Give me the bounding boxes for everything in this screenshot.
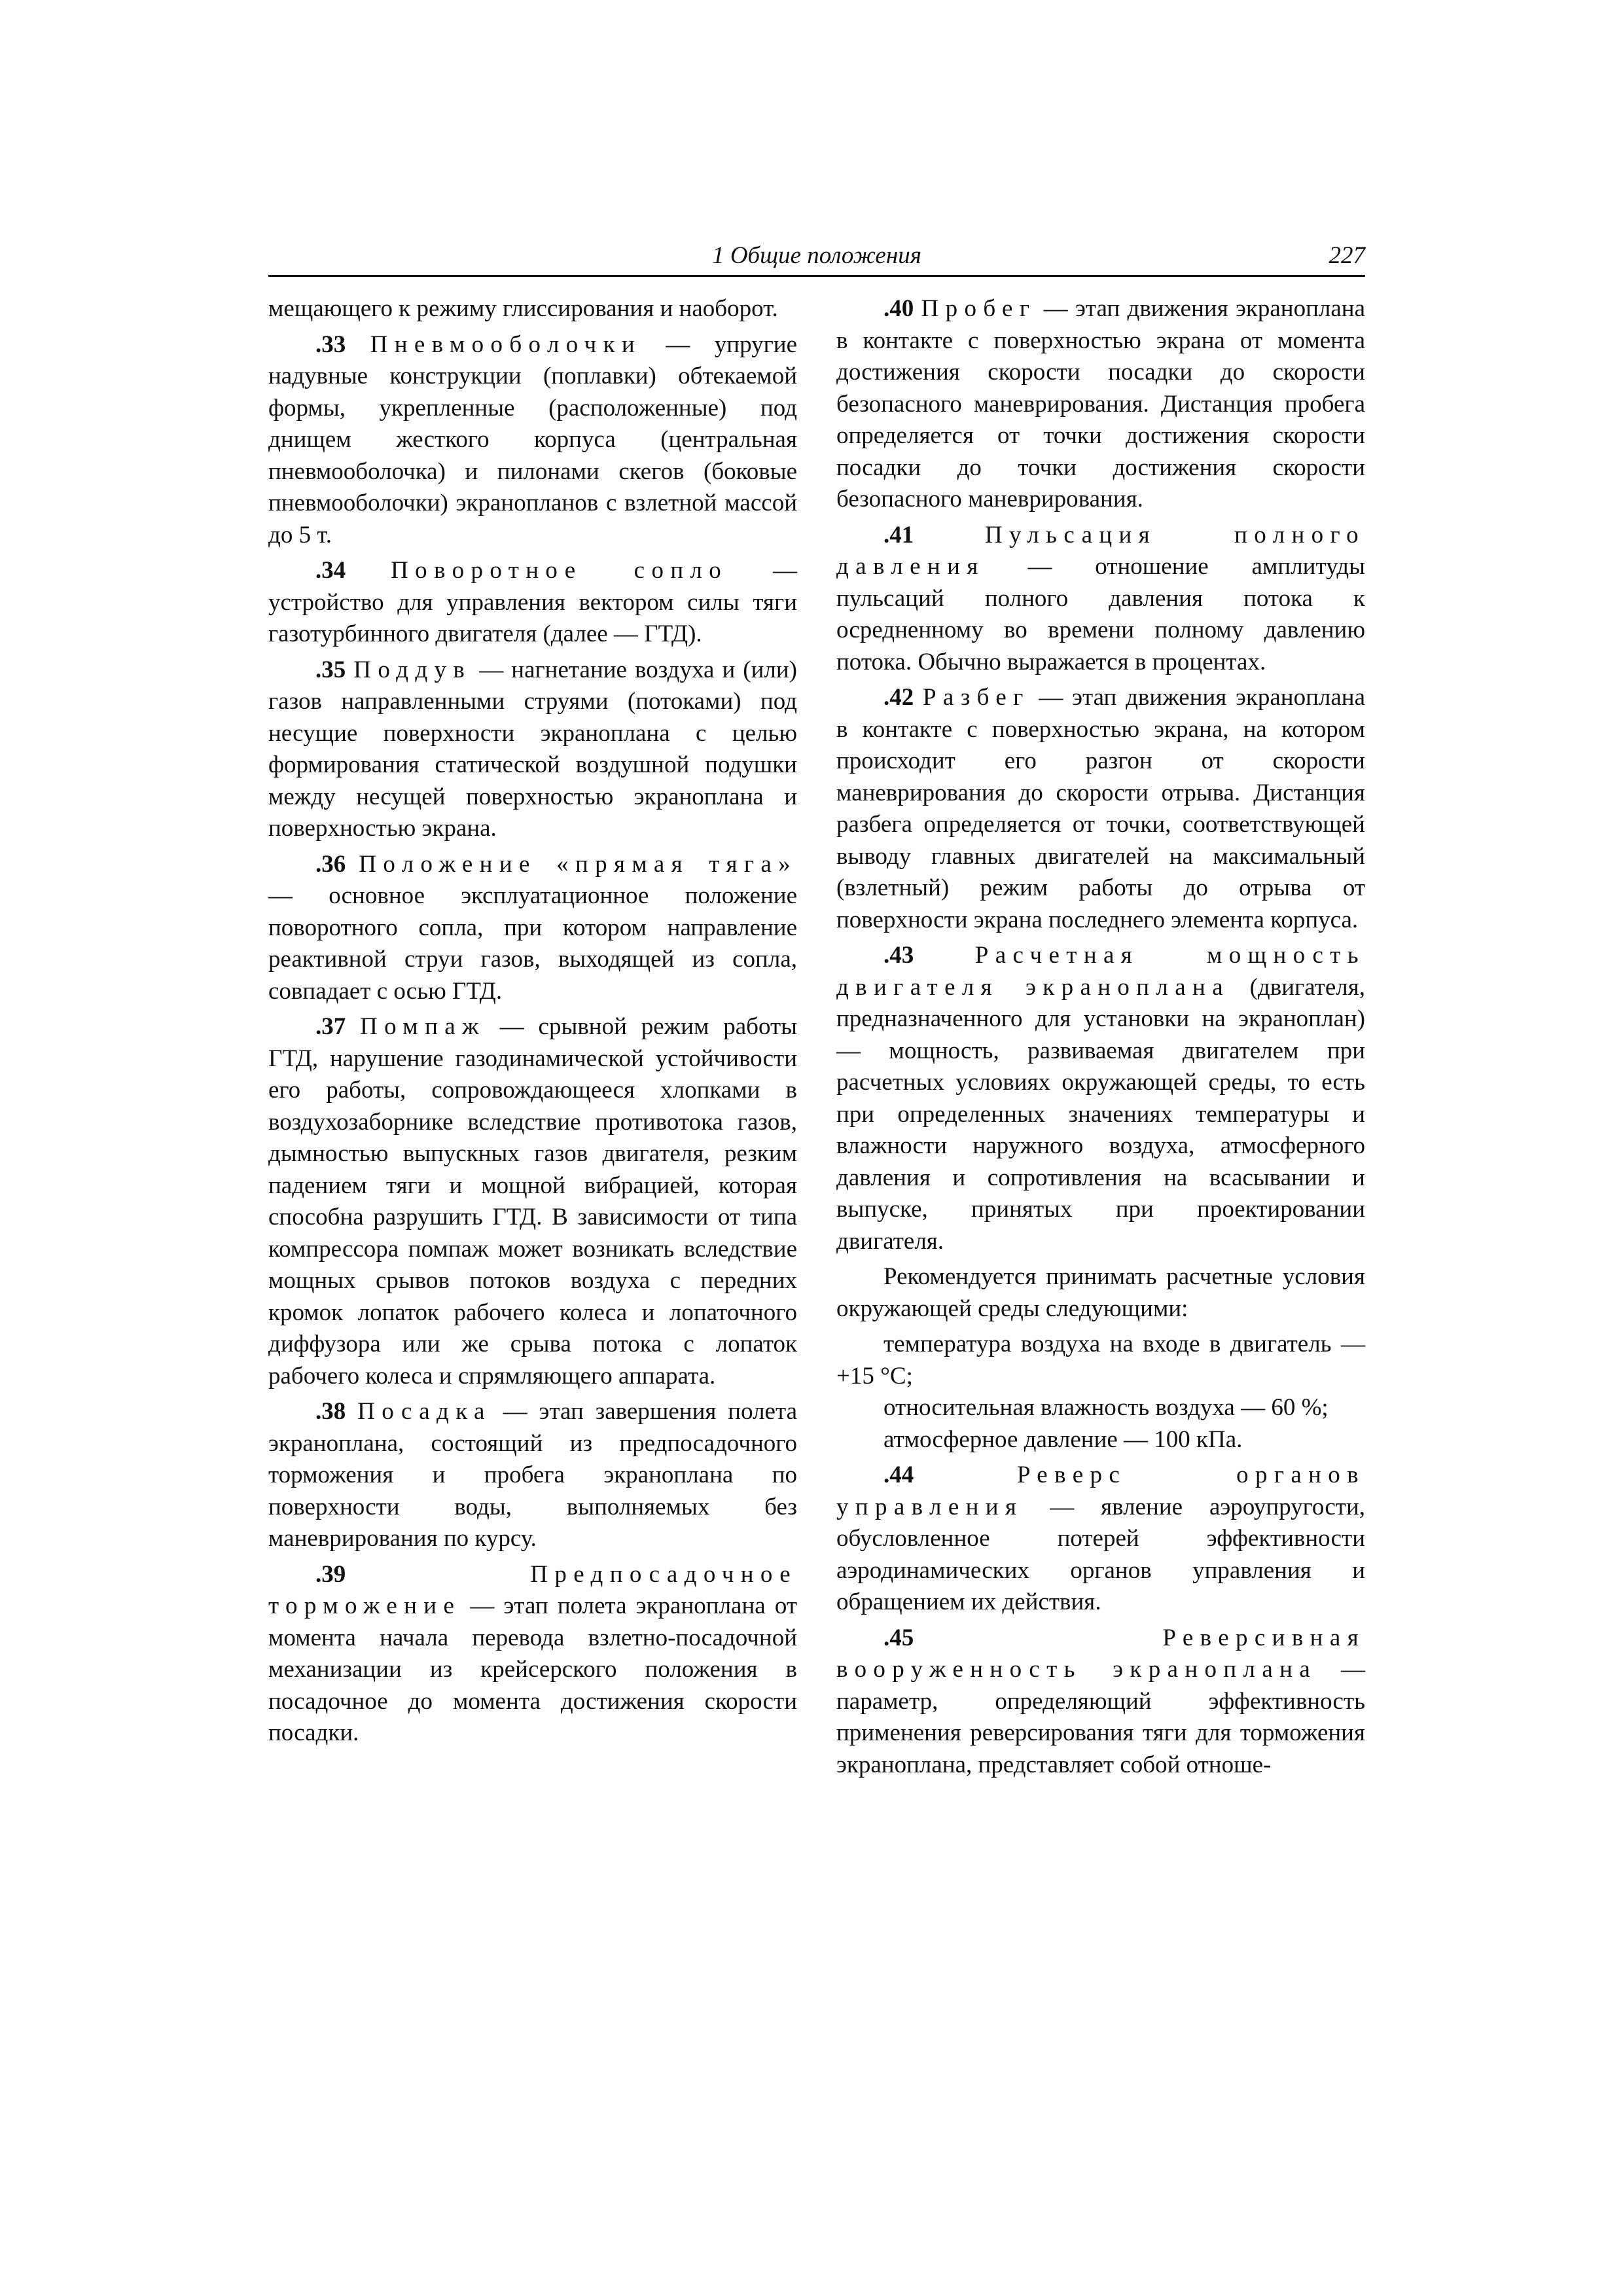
definition-41 — [836, 520, 1365, 679]
right-column — [836, 293, 1365, 1785]
definition-37 — [268, 1011, 797, 1392]
paragraph — [836, 1261, 1365, 1325]
left-column — [268, 293, 797, 1753]
definition-45 — [836, 1623, 1365, 1782]
condition-text: температура воздуха на входе в двигатель — +15 °С; — [836, 1331, 1365, 1390]
definition-39 — [268, 1559, 797, 1749]
condition-item — [836, 1392, 1365, 1424]
definition-43 — [836, 940, 1365, 1257]
definition-text: — упругие надувные конструкции (поплавки) обтекаемой формы, укрепленные (расположенные) под днищем жесткого корпуса (центральная пневмооболочка) и пилонами скегов (боковые пневмооболочки) экранопланов с взлетной массой до 5 т. — [268, 331, 797, 548]
running-header — [268, 240, 1365, 277]
definition-text: — основное эксплуатационное положение поворотного сопла, при котором направление реактивной струи газов, выходящей из сопла, совпадает с осью ГТД. — [268, 882, 797, 1005]
condition-item — [836, 1424, 1365, 1456]
clause-number: .38 — [315, 1398, 346, 1425]
clause-number: .43 — [883, 942, 914, 969]
clause-number: .40 — [883, 295, 914, 322]
term: Расчетная мощность двигателя экраноплана — [836, 942, 1366, 1001]
condition-text: атмосферное давление — 100 кПа. — [883, 1426, 1243, 1453]
definition-38 — [268, 1396, 797, 1555]
term: Пробег — [921, 295, 1037, 322]
running-title: 1 Общие положения — [712, 242, 921, 269]
term: Поворотное сопло — [391, 557, 728, 584]
definition-44 — [836, 1460, 1365, 1619]
term: Пульсация полного давления — [836, 521, 1365, 580]
definition-text: — явление аэроупругости, обусловленное потерей эффективности аэродинамических органов управления и обращением их действия. — [836, 1493, 1365, 1615]
clause-number: .42 — [883, 684, 914, 711]
term: Реверсивная вооруженность экраноплана — [836, 1624, 1365, 1683]
clause-number: .33 — [315, 331, 346, 358]
page-number: 227 — [1329, 242, 1365, 269]
definition-text: — этап полета экраноплана от момента начала перевода взлетно-посадочной механизации из крейсерского положения в посадочное до момента достижения скорости посадки. — [268, 1592, 797, 1746]
condition-text: относительная влажность воздуха — 60 %; — [883, 1394, 1329, 1421]
definition-text: — отношение амплитуды пульсаций полного давления потока к осредненному во времени полному давлению потока. Обычно выражается в процентах. — [836, 553, 1365, 675]
paragraph-text: мещающего к режиму глиссирования и наоборот. — [268, 295, 778, 322]
definition-text: — нагнетание воздуха и (или) газов направленными струями (потоками) под несущие поверхности экраноплана с целью формирования статической воздушной подушки между несущей поверхностью экраноплана и поверхностью экрана. — [268, 656, 797, 842]
definition-text: — этап завершения полета экраноплана, состоящий из предпосадочного торможения и пробега экраноплана по поверхности воды, выполняемых без маневрирования по курсу. — [268, 1398, 798, 1552]
clause-number: .45 — [883, 1624, 914, 1651]
definition-text: — устройство для управления вектором силы тяги газотурбинного двигателя (далее — ГТД). — [268, 557, 798, 647]
clause-number: .34 — [315, 557, 346, 584]
definition-text: — параметр, определяющий эффективность применения реверсирования тяги для торможения экраноплана, представляет собой отноше- — [836, 1656, 1365, 1778]
clause-number: .35 — [315, 656, 346, 683]
clause-number: .36 — [315, 850, 346, 878]
definition-text: (двигателя, предназначенного для установки на экраноплан) — мощность, развиваемая двигателем при расчетных условиях окружающей среды, то есть при определенных значениях температуры и влажности наружного воздуха, атмосферного давления и сопротивления на всасывании и выпуске, принятых при проектировании двигателя. — [836, 973, 1365, 1255]
clause-number: .37 — [315, 1013, 346, 1040]
condition-item — [836, 1329, 1365, 1392]
paragraph — [268, 293, 797, 325]
term: Посадка — [357, 1398, 491, 1425]
term: Пневмооболочки — [370, 331, 642, 358]
definition-text: — этап движения экраноплана в контакте с поверхностью экрана от момента достижения скорости посадки до скорости безопасного маневрирования. Дистанция пробега определяется от точки достижения скорости посадки до точки достижения скорости безопасного маневрирования. — [836, 295, 1365, 512]
definition-40 — [836, 293, 1365, 516]
definition-text: — этап движения экраноплана в контакте с поверхностью экрана, на котором происходит его разгон от скорости маневрирования до скорости отрыва. Дистанция разбега определяется от точки, соответствующей выводу главных двигателей на максимальный (взлетный) режим работы до отрыва от поверхности экрана последнего элемента корпуса. — [836, 684, 1365, 933]
term: Положение «прямая тяга» — [359, 850, 797, 878]
definition-text: — срывной режим работы ГТД, нарушение газодинамической устойчивости его работы, сопровождающееся хлопками в воздухозаборнике вследствие противотока газов, дымностью выпускных газов двигателя, резким падением тяги и мощной вибрацией, которая способна разрушить ГТД. В зависимости от типа компрессора помпаж может возникать вследствие мощных срывов потоков воздуха с передних кромок лопаток рабочего колеса и лопаточного диффузора или же срыва потока с лопаток рабочего колеса и спрямляющего аппарата. — [268, 1013, 798, 1390]
term: Помпаж — [360, 1013, 486, 1040]
term: Предпосадочное торможение — [268, 1560, 797, 1619]
term: Поддув — [353, 656, 472, 683]
clause-number: .44 — [883, 1462, 914, 1488]
clause-number: .41 — [883, 521, 914, 548]
definition-33 — [268, 329, 797, 552]
definition-42 — [836, 682, 1365, 936]
definition-34 — [268, 555, 797, 651]
term: Реверс органов управления — [836, 1462, 1365, 1520]
term: Разбег — [922, 684, 1030, 711]
clause-number: .39 — [315, 1560, 346, 1588]
paragraph-text: Рекомендуется принимать расчетные условия окружающей среды следующими: — [836, 1263, 1365, 1322]
definition-35 — [268, 655, 797, 845]
definition-36 — [268, 849, 797, 1008]
